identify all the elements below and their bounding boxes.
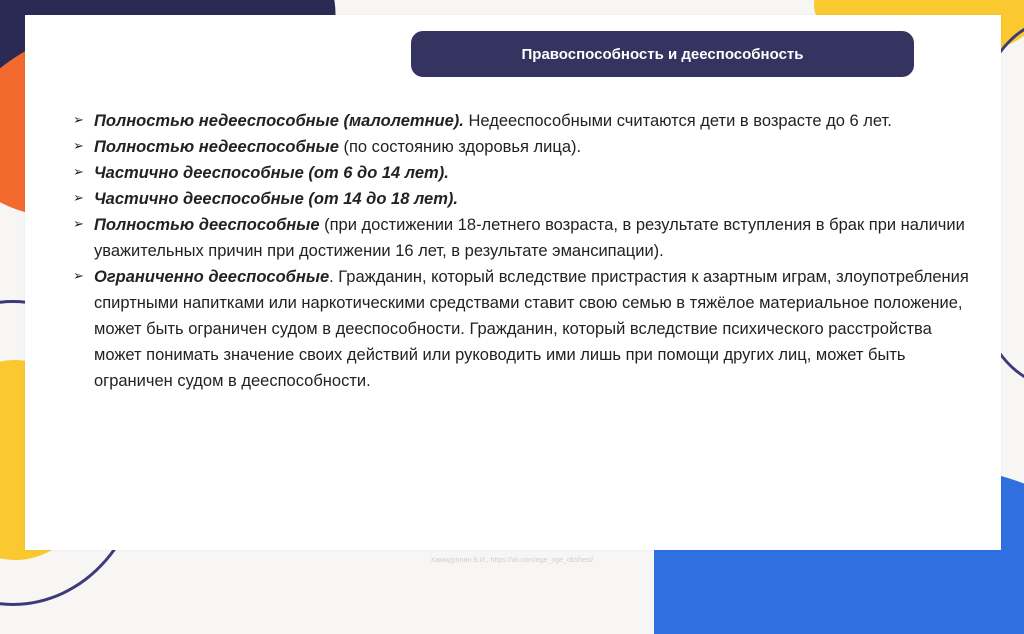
list-item	[73, 264, 973, 394]
list-item	[73, 160, 973, 186]
arrow-bullet-icon: ➢	[73, 165, 84, 180]
list-item	[73, 108, 973, 134]
item-text: Недееспособными считаются дети в возрасте до 6 лет.	[463, 112, 892, 130]
title-banner	[411, 31, 914, 77]
item-term: Ограниченно дееспособные	[94, 268, 330, 286]
bullet-list	[73, 108, 973, 394]
item-term: Частично дееспособные (от 6 до 14 лет).	[94, 164, 449, 182]
item-term: Полностью недееспособные	[94, 138, 339, 156]
item-term: Полностью дееспособные	[94, 216, 320, 234]
footer-credit: Хамидуллин Б.И., https://vk.com/ege_oge_obshest/	[430, 557, 594, 564]
item-term: Частично дееспособные (от 14 до 18 лет).	[94, 190, 458, 208]
item-text: . Гражданин, который вследствие пристрастия к азартным играм, злоупотребления спиртными напитками или наркотическими средствами ставит свою семью в тяжёлое материальное положение, может быть ограничен судом в дееспособности. Гражданин, который вследствие психического расстройства может понимать значение своих действий или руководить ими лишь при помощи других лиц, может быть ограничен судом в дееспособности.	[94, 268, 969, 390]
arrow-bullet-icon: ➢	[73, 113, 84, 128]
slide-title: Правоспособность и дееспособность	[521, 45, 804, 63]
list-item	[73, 212, 973, 264]
item-term: Полностью недееспособные (малолетние).	[94, 112, 464, 130]
list-item	[73, 186, 973, 212]
item-text: (при достижении 18-летнего возраста, в результате вступления в брак при наличии уважительных причин при достижении 16 лет, в результате эмансипации).	[94, 216, 965, 260]
arrow-bullet-icon: ➢	[73, 139, 84, 154]
arrow-bullet-icon: ➢	[73, 191, 84, 206]
list-item	[73, 134, 973, 160]
arrow-bullet-icon: ➢	[73, 269, 84, 284]
arrow-bullet-icon: ➢	[73, 217, 84, 232]
item-text: (по состоянию здоровья лица).	[338, 138, 582, 156]
